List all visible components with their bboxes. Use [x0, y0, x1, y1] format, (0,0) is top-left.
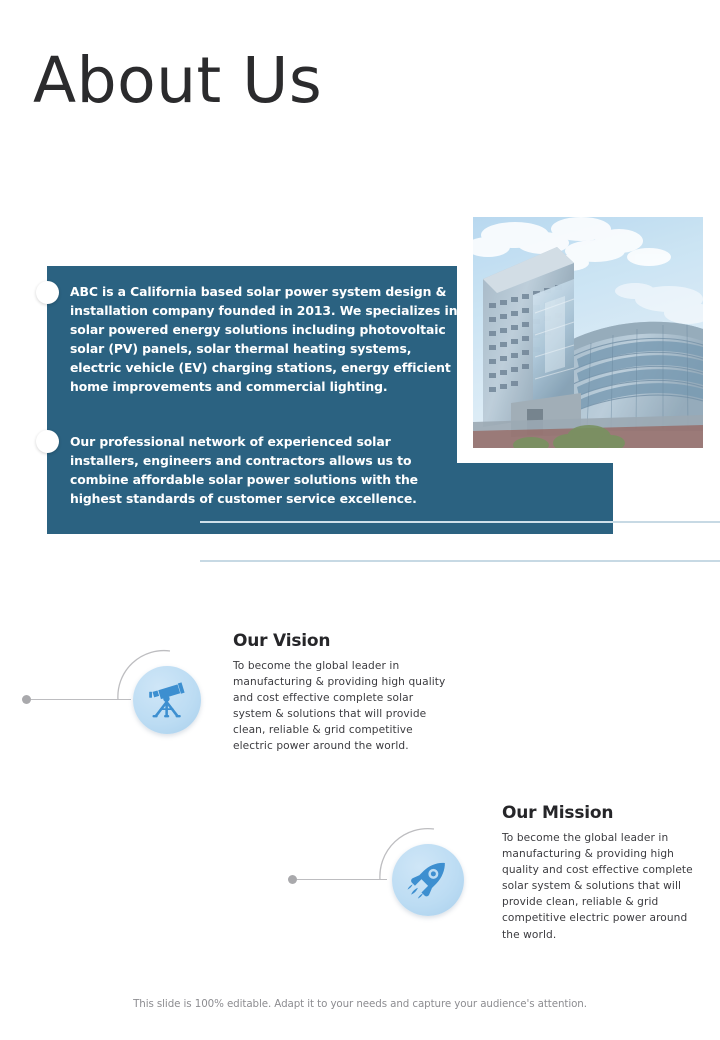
vision-connector-dot	[22, 695, 31, 704]
decorative-rule-lower	[200, 560, 720, 562]
telescope-icon	[145, 678, 189, 722]
vision-connector-line	[31, 699, 131, 700]
vision-icon-circle	[133, 666, 201, 734]
page-title: About Us	[33, 44, 323, 117]
mission-heading: Our Mission	[502, 803, 614, 823]
mission-connector-dot	[288, 875, 297, 884]
footer-note: This slide is 100% editable. Adapt it to your needs and capture your audience's attention.	[133, 998, 587, 1010]
vision-body: To become the global leader in manufacturing & providing high quality and cost effective complete solar system & solutions that will provide clean, reliable & grid competitive electric power around the world.	[233, 660, 446, 753]
hero-photo	[473, 217, 703, 448]
mission-icon-circle	[392, 844, 464, 916]
bullet-dot-icon	[36, 281, 59, 304]
vision-heading: Our Vision	[233, 631, 331, 651]
office-building-photo-icon	[473, 217, 703, 448]
mission-body: To become the global leader in manufacturing & providing high quality and cost effective complete solar system & solutions that will provide clean, reliable & grid competitive electric power around the world.	[502, 832, 693, 941]
mission-connector-line	[297, 879, 387, 880]
bullet-dot-icon	[36, 430, 59, 453]
intro-paragraph-2: Our professional network of experienced solar installers, engineers and contractors allows us to combine affordable solar power solutions with the highest standards of customer service excellence.	[70, 434, 418, 506]
rocket-icon	[405, 857, 451, 903]
intro-panel-rule	[200, 521, 613, 523]
intro-paragraph-1: ABC is a California based solar power system design & installation company founded in 2013. We specializes in solar powered energy solutions including photovoltaic solar (PV) panels, solar thermal heating systems, electric vehicle (EV) charging stations, energy efficient home improvements and commercial lighting.	[70, 284, 458, 394]
